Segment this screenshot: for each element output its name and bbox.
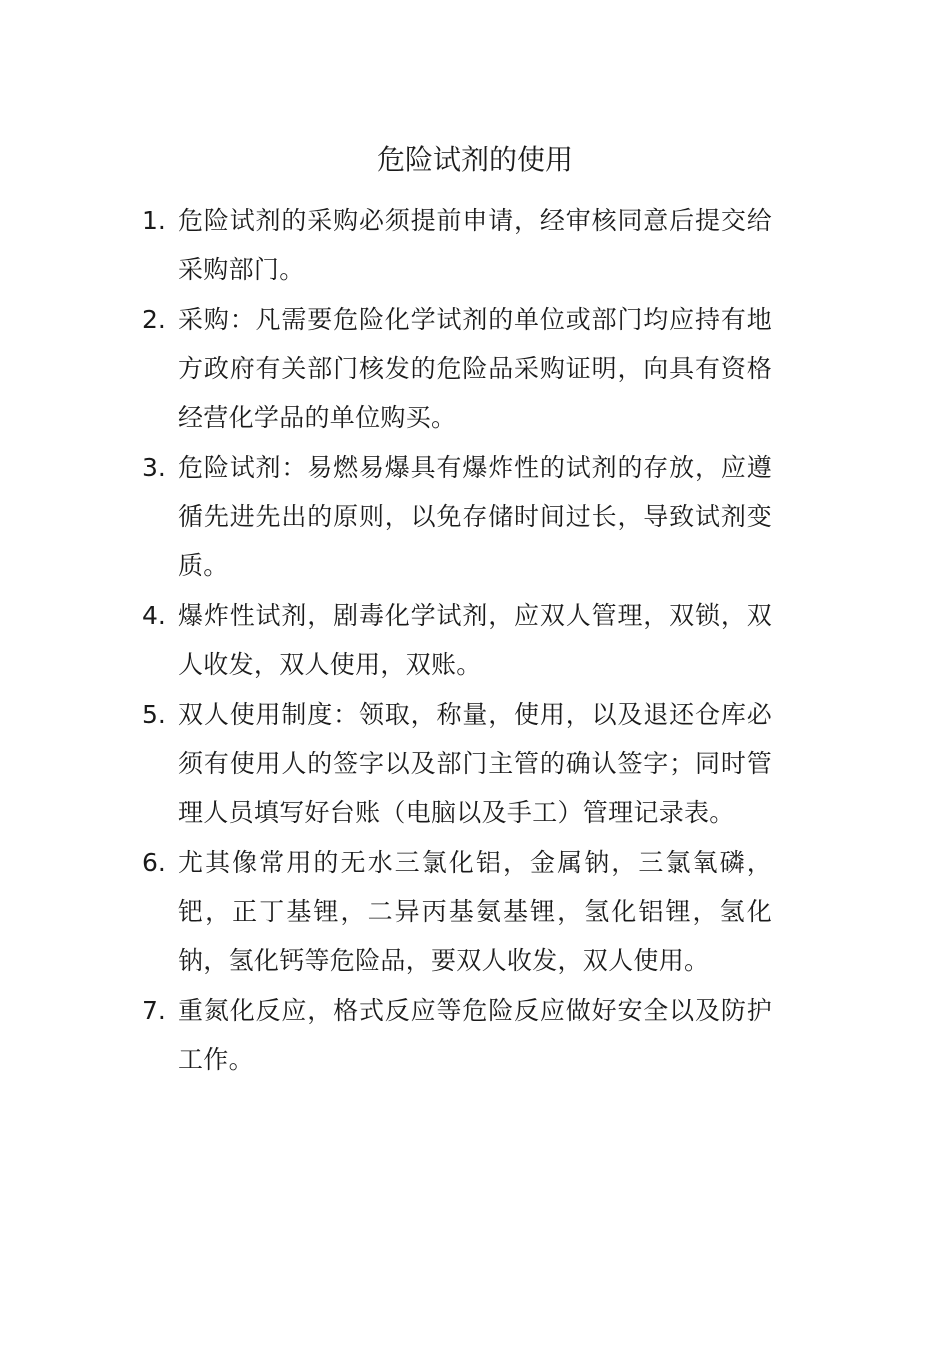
- list-item-number: 6.: [142, 848, 166, 877]
- list-item: [142, 196, 772, 294]
- list-item-text: 危险试剂：易燃易爆具有爆炸性的试剂的存放，应遵循先进先出的原则，以免存储时间过长，导致试剂变质。: [178, 453, 772, 580]
- list-item-number: 1.: [142, 206, 166, 235]
- list-item-text: 重氮化反应，格式反应等危险反应做好安全以及防护工作。: [178, 996, 772, 1074]
- list-item: [142, 443, 772, 590]
- list-item-text: 尤其像常用的无水三氯化铝，金属钠，三氯氧磷，钯，正丁基锂，二异丙基氨基锂，氢化铝锂，氢化钠，氢化钙等危险品，要双人收发，双人使用。: [178, 848, 772, 975]
- list-item-number: 7.: [142, 996, 166, 1025]
- list-item-number: 5.: [142, 700, 166, 729]
- list-item-text: 危险试剂的采购必须提前申请，经审核同意后提交给采购部门。: [178, 206, 772, 284]
- list-item-number: 2.: [142, 305, 166, 334]
- document-title: 危险试剂的使用: [376, 143, 573, 176]
- rules-list: [142, 196, 772, 1085]
- list-item: [142, 690, 772, 837]
- list-item-number: 4.: [142, 601, 166, 630]
- list-item-text: 爆炸性试剂，剧毒化学试剂，应双人管理，双锁，双人收发，双人使用，双账。: [178, 601, 772, 679]
- list-item-number: 3.: [142, 453, 166, 482]
- list-item-text: 采购：凡需要危险化学试剂的单位或部门均应持有地方政府有关部门核发的危险品采购证明，向具有资格经营化学品的单位购买。: [178, 305, 772, 432]
- list-item: [142, 838, 772, 985]
- list-item: [142, 986, 772, 1084]
- list-item-text: 双人使用制度：领取，称量，使用，以及退还仓库必须有使用人的签字以及部门主管的确认签字；同时管理人员填写好台账（电脑以及手工）管理记录表。: [178, 700, 772, 827]
- list-item: [142, 591, 772, 689]
- list-item: [142, 295, 772, 442]
